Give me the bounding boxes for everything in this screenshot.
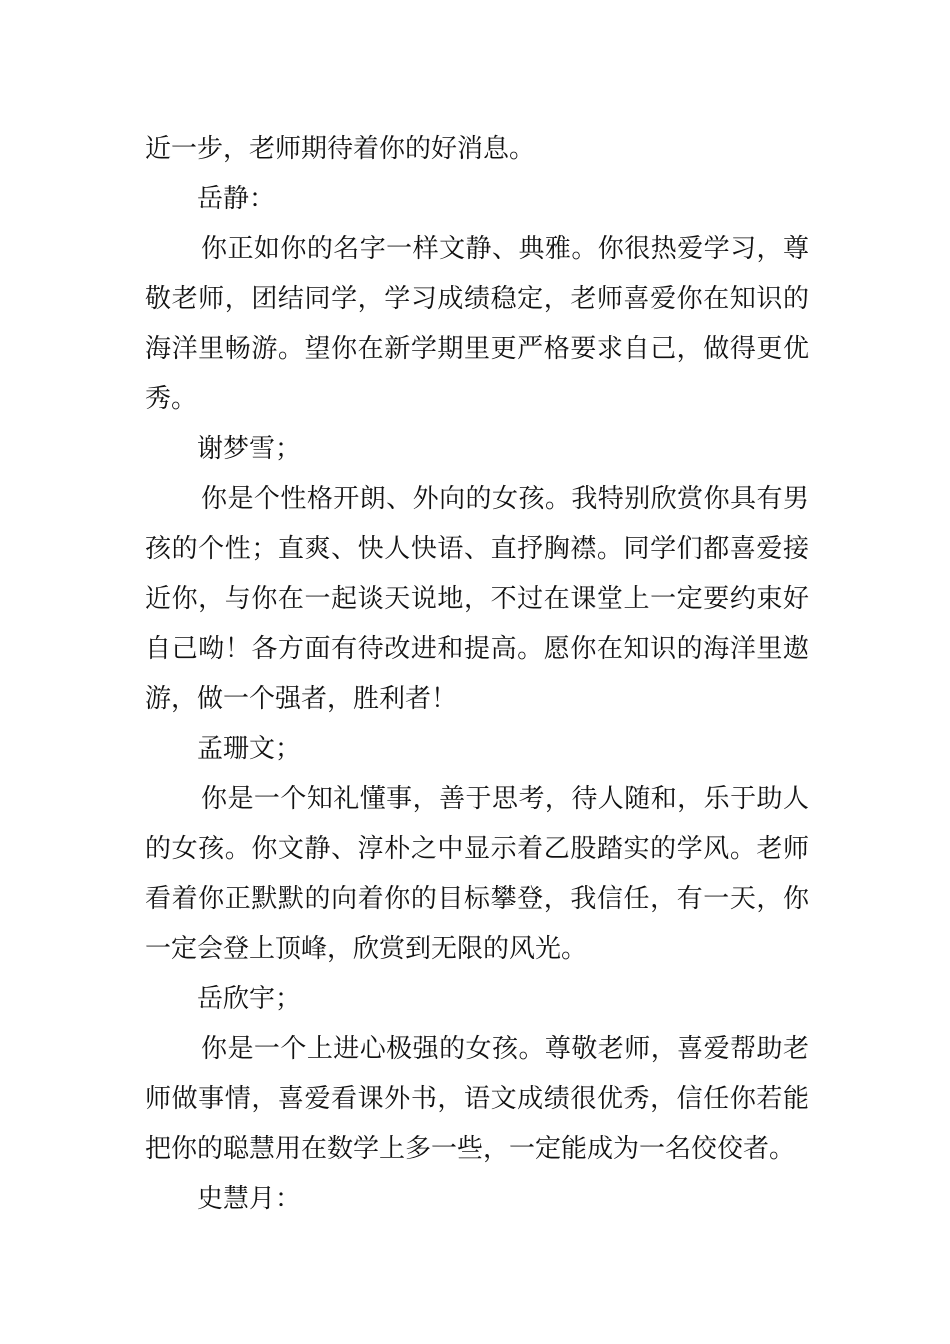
paragraph-continuation: 近一步，老师期待着你的好消息。 [145, 134, 536, 164]
comment-yue-jing: 你正如你的名字一样文静、典雅。你很热爱学习，尊敬老师，团结同学，学习成绩稳定，老师喜爱你在知识的海洋里畅游。望你在新学期里更严格要求自己，做得更优秀。 [145, 234, 809, 414]
student-name-yue-jing: 岳静： [197, 184, 276, 214]
student-name-yue-xinyu: 岳欣宇； [197, 984, 302, 1014]
comment-meng-shanwen: 你是一个知礼懂事，善于思考，待人随和，乐于助人的女孩。你文静、淳朴之中显示着乙股踏实的学风。老师看着你正默默的向着你的目标攀登，我信任，有一天，你一定会登上顶峰，欣赏到无限的风光。 [145, 784, 809, 964]
comment-xie-mengxue: 你是个性格开朗、外向的女孩。我特别欣赏你具有男孩的个性；直爽、快人快语、直抒胸襟。同学们都喜爱接近你，与你在一起谈天说地，不过在课堂上一定要约束好自己呦！各方面有待改进和提高。愿你在知识的海洋里遨游，做一个强者，胜利者！ [145, 484, 809, 714]
document-body [145, 124, 809, 1224]
student-name-xie-mengxue: 谢梦雪； [197, 434, 302, 464]
student-name-meng-shanwen: 孟珊文； [197, 734, 302, 764]
student-name-shi-huiyue: 史慧月： [197, 1184, 302, 1214]
comment-yue-xinyu: 你是一个上进心极强的女孩。尊敬老师，喜爱帮助老师做事情，喜爱看课外书，语文成绩很优秀，信任你若能把你的聪慧用在数学上多一些，一定能成为一名佼佼者。 [145, 1034, 809, 1164]
